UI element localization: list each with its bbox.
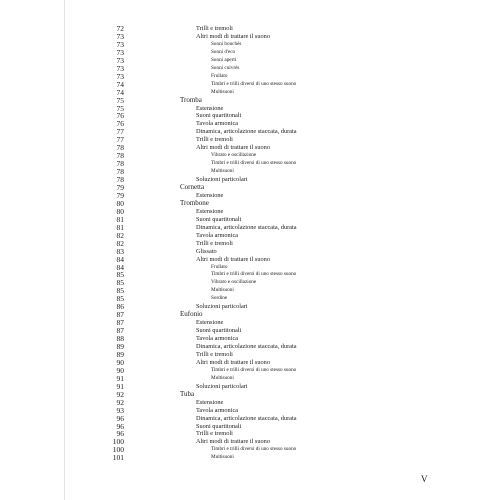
toc-page-number: 96 — [116, 421, 124, 431]
toc-entry-title: Multisuoni — [211, 168, 234, 175]
toc-entry-title: Timbri e trilli diversi di uno stesso suono — [211, 160, 297, 167]
toc-page-number: 87 — [116, 318, 124, 328]
toc-page-number: 93 — [116, 405, 124, 415]
toc-page-number: 92 — [116, 389, 124, 399]
toc-entry-title: Altri modi di trattare il suono — [196, 438, 270, 446]
toc-entry-title: Dinamica, articolazione staccata, durata — [196, 128, 297, 136]
toc-entry-title: Multisuoni — [211, 88, 234, 95]
toc-entry-title: Soluzioni particolari — [196, 176, 248, 184]
toc-page-number: 78 — [116, 159, 124, 169]
toc-page-number: 81 — [116, 214, 124, 224]
toc-entry-title: Vibrato e oscillazione — [211, 152, 257, 159]
toc-page-number: 77 — [116, 135, 124, 145]
toc-entry-title: Estensione — [196, 207, 224, 215]
toc-page-number: 73 — [116, 39, 124, 49]
toc-entry-title: Tavola armonica — [196, 406, 239, 414]
toc-page-number: 79 — [116, 183, 124, 192]
page-number: V — [421, 474, 428, 484]
toc-page-number: 72 — [116, 24, 124, 33]
toc-page-number: 76 — [116, 111, 124, 121]
toc-entry-title: Multisuoni — [211, 374, 234, 381]
toc-entry-title: Sordine — [211, 295, 228, 302]
toc-page-number: 85 — [116, 286, 124, 296]
toc-page-number: 73 — [116, 55, 124, 65]
toc-page-number: 78 — [116, 151, 124, 161]
toc-entry-title: Estensione — [196, 191, 224, 199]
toc-page-number: 96 — [116, 413, 124, 423]
toc-page-number: 84 — [116, 262, 124, 272]
toc-entry-title: Estensione — [196, 398, 224, 406]
toc-page-number: 101 — [112, 453, 124, 463]
toc-entry-title: Vibrato e oscillazione — [211, 279, 257, 286]
toc-entry-title: Frullato — [211, 72, 228, 79]
toc-entry-title: Multisuoni — [211, 454, 234, 461]
toc-page-number: 85 — [116, 270, 124, 280]
toc-entry-title: Trilli e tremoli — [196, 350, 233, 358]
toc-entry-title: Trilli e tremoli — [196, 25, 233, 32]
toc-page-number: 75 — [116, 95, 124, 105]
toc-page-number: 73 — [116, 63, 124, 73]
toc-page-number: 73 — [116, 71, 124, 81]
toc-page-number: 87 — [116, 326, 124, 336]
toc-page-number: 100 — [112, 445, 124, 455]
toc-page-number: 75 — [116, 103, 124, 113]
toc-entry-title: Tuba — [180, 389, 195, 398]
toc-page-number: 88 — [116, 334, 124, 344]
toc-page-number: 87 — [116, 310, 124, 320]
toc-page-number: 84 — [116, 254, 124, 264]
toc-entry-title: Cornetta — [180, 183, 205, 191]
toc-entry-title: Dinamica, articolazione staccata, durata — [196, 223, 297, 231]
toc-page-number: 76 — [116, 119, 124, 129]
toc-page-number: 77 — [116, 127, 124, 137]
toc-page-number: 85 — [116, 278, 124, 288]
toc-entry-title: Altri modi di trattare il suono — [196, 144, 270, 152]
toc-entry-title: Multisuoni — [211, 287, 234, 294]
toc-page-number: 82 — [116, 230, 124, 240]
toc-entry-title: Trilli e tremoli — [196, 239, 233, 247]
toc-page-number: 90 — [116, 365, 124, 375]
toc-entry-title: Estensione — [196, 319, 224, 327]
toc-page-number: 81 — [116, 222, 124, 232]
toc-entry-title: Altri modi di trattare il suono — [196, 358, 270, 366]
toc-entry-title: Tavola armonica — [196, 231, 239, 239]
toc-page-number: 80 — [116, 206, 124, 216]
toc-page-number: 74 — [116, 79, 124, 89]
toc-entry-title: Suoni aperti — [211, 56, 237, 63]
toc-page-number: 91 — [116, 373, 124, 383]
toc-page-number: 83 — [116, 246, 124, 256]
toc-entry-title: Estensione — [196, 104, 224, 112]
toc-entry-title: Trombone — [180, 198, 209, 207]
toc-entry-title: Timbri e trilli diversi di uno stesso suono — [211, 366, 297, 373]
toc-entry-title: Tavola armonica — [196, 335, 239, 343]
toc-page-number: 96 — [116, 429, 124, 439]
toc-entry-title: Dinamica, articolazione staccata, durata — [196, 343, 297, 350]
toc-entry-title: Frullato — [211, 263, 228, 270]
toc-entry-title: Altri modi di trattare il suono — [196, 255, 270, 263]
toc-entry-title: Suoni quartitonali — [196, 112, 242, 120]
toc-entry-title: Suoni quartitonali — [196, 327, 242, 335]
toc-page-number: 89 — [116, 349, 124, 359]
toc-entry-title: Eufonio — [180, 310, 203, 319]
toc-entry-title: Suoni quartitonali — [196, 215, 242, 223]
toc-page-number: 78 — [116, 143, 124, 153]
toc-entry-title: Tromba — [180, 95, 202, 104]
toc-entry-title: Trilli e tremoli — [196, 430, 233, 438]
toc-page-number: 100 — [112, 437, 124, 447]
toc-page-number: 73 — [116, 47, 124, 57]
toc-page-number: 78 — [116, 175, 124, 185]
toc-page-number: 92 — [116, 397, 124, 407]
toc-entry-title: Suoni d'eco — [211, 48, 236, 55]
toc-entry-title: Tavola armonica — [196, 120, 239, 128]
toc-page-number: 80 — [116, 198, 124, 208]
toc-page-number: 85 — [116, 294, 124, 304]
toc-page-number: 82 — [116, 238, 124, 248]
toc-page-number: 89 — [116, 342, 124, 351]
toc-page-number: 90 — [116, 357, 124, 367]
toc-entry-title: Dinamica, articolazione staccata, durata — [196, 414, 297, 422]
toc-page-number: 91 — [116, 381, 124, 391]
toc-page-number: 73 — [116, 31, 124, 41]
toc-entry-title: Soluzioni particolari — [196, 382, 248, 390]
toc-entry — [0, 453, 500, 462]
toc-entry-title: Timbri e trilli diversi di uno stesso suono — [211, 271, 297, 278]
toc-entry-title: Suoni bouchés — [211, 40, 242, 47]
toc-page-number: 86 — [116, 302, 124, 312]
toc-page-number: 74 — [116, 87, 124, 97]
toc-entry-title: Soluzioni particolari — [196, 303, 248, 311]
toc-page-number: 78 — [116, 167, 124, 177]
toc-entry-title: Glissato — [196, 247, 217, 255]
toc-entry-title: Timbri e trilli diversi di uno stesso suono — [211, 80, 297, 87]
toc-page-number: 79 — [116, 190, 124, 200]
toc-entry-title: Altri modi di trattare il suono — [196, 32, 270, 40]
toc-entry-title: Suoni quartitonali — [196, 422, 242, 430]
toc-entry-title: Trilli e tremoli — [196, 136, 233, 144]
toc-entry-title: Timbri e trilli diversi di uno stesso suono — [211, 446, 297, 453]
toc-entry-title: Suoni cuivrés — [211, 64, 240, 71]
